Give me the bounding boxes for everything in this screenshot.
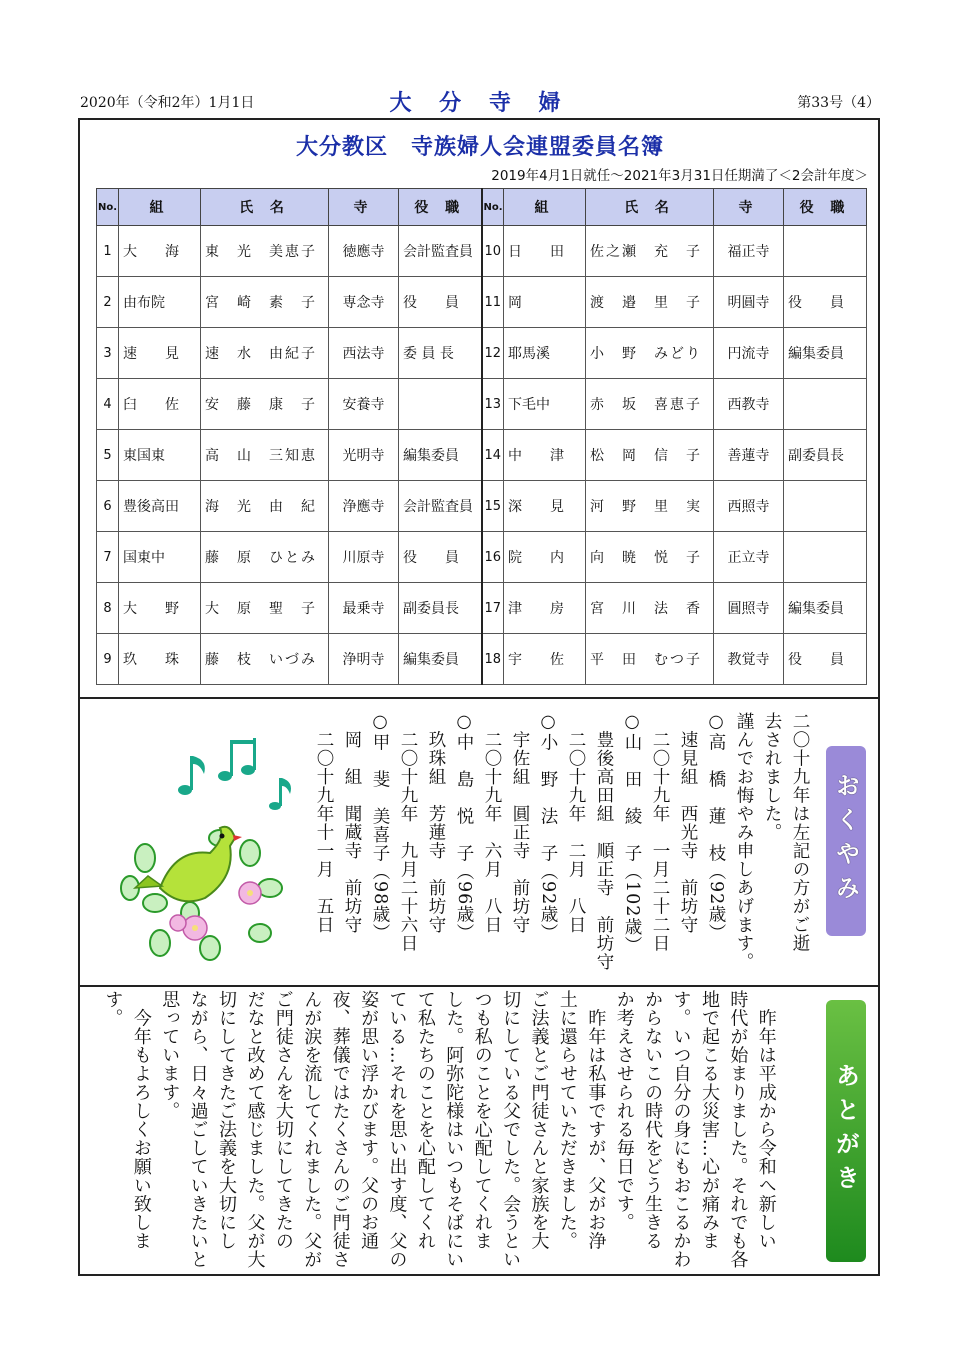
cell-kumi: 宇 佐 <box>504 634 586 685</box>
col-header-temple: 寺 <box>714 189 784 226</box>
cell-no: 16 <box>482 532 504 583</box>
issue-date: 2020年（令和2年）1月1日 <box>80 95 255 111</box>
table-row <box>97 277 867 328</box>
cell-role <box>784 481 867 532</box>
cell-temple: 圓照寺 <box>714 583 784 634</box>
cell-role <box>784 226 867 277</box>
cell-temple: 西教寺 <box>714 379 784 430</box>
table-row <box>97 481 867 532</box>
roster-title: 大分教区 寺族婦人会連盟委員名簿 <box>295 135 664 160</box>
cell-no: 17 <box>482 583 504 634</box>
cell-role: 役 員 <box>399 277 482 328</box>
bird-flowers-music-icon <box>100 738 300 968</box>
cell-role <box>784 532 867 583</box>
cell-no: 6 <box>97 481 119 532</box>
table-row <box>97 328 867 379</box>
cell-temple: 明圓寺 <box>714 277 784 328</box>
cell-role: 会計監査員 <box>399 481 482 532</box>
cell-kumi: 日 田 <box>504 226 586 277</box>
cell-no: 3 <box>97 328 119 379</box>
cell-name: 大 原 聖 子 <box>201 583 329 634</box>
cell-role: 副委員長 <box>399 583 482 634</box>
cell-name: 速 水 由紀子 <box>201 328 329 379</box>
cell-kumi: 玖 珠 <box>119 634 201 685</box>
cell-temple: 浄應寺 <box>329 481 399 532</box>
cell-temple: 浄明寺 <box>329 634 399 685</box>
roster-term: 2019年4月1日就任～2021年3月31日任期満了＜2会計年度＞ <box>491 168 868 184</box>
cell-temple: 正立寺 <box>714 532 784 583</box>
cell-temple: 福正寺 <box>714 226 784 277</box>
cell-temple: 善蓮寺 <box>714 430 784 481</box>
cell-name: 宮 川 法 香 <box>586 583 714 634</box>
okuyami-heading: おくやみ <box>826 746 866 936</box>
cell-name: 佐之瀬 充 子 <box>586 226 714 277</box>
cell-name: 小 野 みどり <box>586 328 714 379</box>
table-row <box>97 634 867 685</box>
cell-name: 藤 原 ひとみ <box>201 532 329 583</box>
newsletter-title: 大 分 寺 婦 <box>389 90 571 116</box>
cell-name: 海 光 由 紀 <box>201 481 329 532</box>
col-header-name: 氏 名 <box>201 189 329 226</box>
cell-temple: 最乗寺 <box>329 583 399 634</box>
col-header-role: 役 職 <box>784 189 867 226</box>
col-header-temple: 寺 <box>329 189 399 226</box>
cell-kumi: 東国東 <box>119 430 201 481</box>
cell-kumi: 中 津 <box>504 430 586 481</box>
cell-no: 10 <box>482 226 504 277</box>
cell-role: 副委員長 <box>784 430 867 481</box>
cell-no: 5 <box>97 430 119 481</box>
cell-role: 編集委員 <box>399 634 482 685</box>
cell-temple: 安養寺 <box>329 379 399 430</box>
cell-kumi: 大 野 <box>119 583 201 634</box>
cell-kumi: 下毛中 <box>504 379 586 430</box>
issue-number: 第33号（4） <box>797 95 880 111</box>
cell-role: 役 員 <box>784 634 867 685</box>
cell-no: 18 <box>482 634 504 685</box>
cell-no: 15 <box>482 481 504 532</box>
cell-name: 河 野 里 実 <box>586 481 714 532</box>
cell-temple: 専念寺 <box>329 277 399 328</box>
cell-name: 藤 枝 いづみ <box>201 634 329 685</box>
page-header <box>80 88 880 114</box>
roster-table <box>96 188 867 685</box>
cell-kumi: 由布院 <box>119 277 201 328</box>
roster-header-row <box>97 189 867 226</box>
cell-temple: 円流寺 <box>714 328 784 379</box>
cell-kumi: 岡 <box>504 277 586 328</box>
cell-name: 向 暁 悦 子 <box>586 532 714 583</box>
cell-kumi: 豊後高田 <box>119 481 201 532</box>
cell-name: 渡 邉 里 子 <box>586 277 714 328</box>
cell-name: 赤 坂 喜恵子 <box>586 379 714 430</box>
cell-role <box>399 379 482 430</box>
section-divider <box>80 985 878 987</box>
cell-no: 12 <box>482 328 504 379</box>
cell-temple: 西法寺 <box>329 328 399 379</box>
cell-no: 2 <box>97 277 119 328</box>
cell-no: 4 <box>97 379 119 430</box>
table-row <box>97 583 867 634</box>
cell-kumi: 大 海 <box>119 226 201 277</box>
col-header-kumi: 組 <box>119 189 201 226</box>
cell-name: 宮 崎 素 子 <box>201 277 329 328</box>
cell-kumi: 耶馬溪 <box>504 328 586 379</box>
cell-temple: 西照寺 <box>714 481 784 532</box>
cell-no: 13 <box>482 379 504 430</box>
table-row <box>97 226 867 277</box>
cell-no: 8 <box>97 583 119 634</box>
cell-role: 編集委員 <box>784 328 867 379</box>
table-row <box>97 532 867 583</box>
table-row <box>97 379 867 430</box>
cell-kumi: 津 房 <box>504 583 586 634</box>
cell-kumi: 国東中 <box>119 532 201 583</box>
cell-no: 7 <box>97 532 119 583</box>
cell-role <box>784 379 867 430</box>
cell-no: 1 <box>97 226 119 277</box>
cell-role: 会計監査員 <box>399 226 482 277</box>
cell-role: 役 員 <box>784 277 867 328</box>
cell-kumi: 深 見 <box>504 481 586 532</box>
cell-name: 松 岡 信 子 <box>586 430 714 481</box>
section-divider <box>80 697 878 699</box>
col-header-no: No. <box>482 189 504 226</box>
cell-name: 東 光 美恵子 <box>201 226 329 277</box>
okuyami-body: 二〇十九年は左記の方がご逝 去されました。 謹んでお悔やみ申しあげます。 ○高 橋 蓮 枝（92歳） 速見組 西光寺 前坊守 二〇十九年 一月二十二日 ○山 田 綾 子（102歳） 豊後高田組 順正寺 前坊守 二〇十九年 二月 八日 ○小 野 法 子（92歳） 宇佐組 圓正寺 前坊守 二〇十九年 六月 八日 ○中 島 悦 子（96歳） 玖珠組 芳蓮寺 前坊守 二〇十九年 九月二十六日 ○甲 斐 美喜子（98歳） 岡 組 聞蔵寺 前坊守 二〇十九年十一月 五日 <box>314 712 810 971</box>
cell-no: 9 <box>97 634 119 685</box>
cell-temple: 教覚寺 <box>714 634 784 685</box>
col-header-role: 役 職 <box>399 189 482 226</box>
table-row <box>97 430 867 481</box>
atogaki-heading: あとがき <box>826 1000 866 1262</box>
col-header-kumi: 組 <box>504 189 586 226</box>
cell-no: 14 <box>482 430 504 481</box>
col-header-no: No. <box>97 189 119 226</box>
cell-no: 11 <box>482 277 504 328</box>
cell-role: 編集委員 <box>784 583 867 634</box>
cell-temple: 徳應寺 <box>329 226 399 277</box>
cell-temple: 川原寺 <box>329 532 399 583</box>
col-header-name: 氏 名 <box>586 189 714 226</box>
cell-kumi: 院 内 <box>504 532 586 583</box>
cell-temple: 光明寺 <box>329 430 399 481</box>
cell-role: 役 員 <box>399 532 482 583</box>
cell-kumi: 臼 佐 <box>119 379 201 430</box>
cell-name: 高 山 三知恵 <box>201 430 329 481</box>
cell-role: 委 員 長 <box>399 328 482 379</box>
cell-name: 平 田 むつ子 <box>586 634 714 685</box>
cell-kumi: 速 見 <box>119 328 201 379</box>
cell-name: 安 藤 康 子 <box>201 379 329 430</box>
atogaki-body: 昨年は平成から令和へ新しい 時代が始まりました。それでも各 地で起こる大災害…心が痛みま す。いつ自分の身にもおこるかわ からないこの時代をどう生きる か考えさせられる毎日です。 昨年は私事ですが、父がお浄 土に還らせていただきました。 ご法義とご門徒さんと家族を大 切にしている父でした。会うとい つも私のことを心配してくれま した。阿弥陀様はいつもそばにい て私たちのことを心配してくれ ている…それを思い出す度、父の 姿が思い浮かびます。父のお通 夜、葬儀ではたくさんのご門徒さ んが涙を流してくれました。父が ご門徒さんを大切にしてきたの だなと改めて感じました。父が大 切にしてきたご法義を大切にし ながら、日々過ごしていきたいと 思っています。 今年もよろしくお願い致しま す。 <box>102 990 777 1269</box>
cell-role: 編集委員 <box>399 430 482 481</box>
